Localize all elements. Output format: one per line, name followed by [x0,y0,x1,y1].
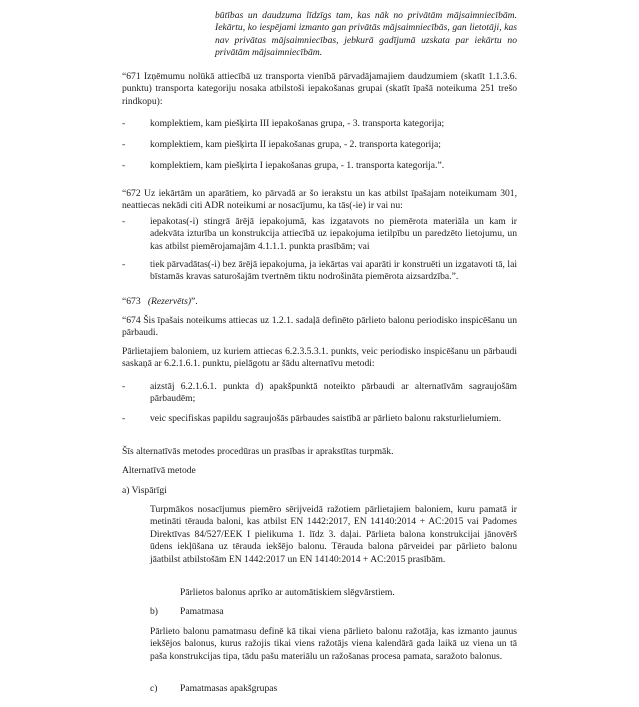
note-671-paragraph: “671 Izņēmumu nolūkā attiecībā uz transporta vienībā pārvadājamajiem daudzumiem (skatīt 1.1.3.6. punktu) transporta kategoriju nosaka atbilstoši iepakošanas grupai (skatīt īpašā noteikuma 251 trešo rindkopu): [122,71,517,107]
note-673-paragraph [122,296,517,308]
section-b-title: Pamatmasa [180,606,224,617]
note-671-item-1: komplektiem, kam piešķirta III iepakošanas grupa, - 3. transporta kategorija; [150,118,445,129]
section-c-label: c) [150,683,158,694]
section-a-paragraph-2: Pārlietos balonus aprīko ar automātiskiem slēgvārstiem. [180,587,395,598]
note-673-suffix: ”. [191,296,198,307]
section-a-paragraph-1: Turpmākos nosacījumus piemēro sērijveidā ražotiem pārlietajiem baloniem, kuru pamatā ir metināti tērauda baloni, kas atbilst EN 1442:2017, EN 14140:2014 + AC:2015 vai Padomes Direktīvas 84/527/EEK I pielikuma 1. līdz 3. daļai. Pārlieta balona konstrukcijai jānovērš ūdens iekļūšana uz tērauda iekšējo balonu. Tērauda balona pārveidei par pārlieto balonu jāatbilst atbilstošām EN 1442:2017 un EN 14140:2014 + AC:2015 prasībām. [150,504,517,565]
list-dash: - [122,139,126,150]
intro-italic-paragraph: būtības un daudzuma līdzīgs tam, kas nāk no privātām mājsaimniecībām. Iekārtu, ko iespējami izmanto gan privātās mājsaimniecībās, gan lietotāji, kas nav privātas mājsaimniecības, jebkurā gadījumā uzskata par iekārtu no privātām mājsaimniecībām. [215,10,517,59]
note-671-item-3: komplektiem, kam piešķirta I iepakošanas grupa, - 1. transporta kategorija.”. [150,160,445,171]
section-b-label: b) [150,606,158,617]
alternative-method-heading: Alternatīvā metode [122,465,196,476]
list-dash: - [122,381,126,392]
list-dash: - [122,118,126,129]
note-672-item-2: tiek pārvadātas(-i) bez ārējā iepakojuma, ja iekārtas vai aparāti ir konstruēti un izgatavoti tā, lai bīstamās kravas saturošajām tvertnēm tiktu nodrošināta piemērota aizsardzība.”. [150,259,517,283]
list-dash: - [122,259,126,270]
note-673-prefix: “673 [122,296,141,307]
list-dash: - [122,216,126,227]
note-674-para2: Pārlietajiem baloniem, uz kuriem attiecas 6.2.3.5.3.1. punkts, veic periodisko inspicēšanu un pārbaudi saskaņā ar 6.2.1.6.1. punktu, pielāgotu ar šādu alternatīvu metodi: [122,346,517,370]
section-b-paragraph: Pārlieto balonu pamatmasu definē kā tikai viena pārlieto balonu ražotāja, kas izmanto jaunus iekšējos balonus, kurus ražojis tikai viens ražotājs viena kalendārā gada laikā uz viena un tā paša konstrukcijas tipa, tādu pašu materiālu un ražošanas procesa pamata, saražoto balonus. [150,626,517,662]
note-674-paragraph: “674 Šis īpašais noteikums attiecas uz 1.2.1. sadaļā definēto pārlieto balonu periodisko inspicēšanu un pārbaudi. [122,315,517,339]
section-a-heading: a) Vispārīgi [122,485,167,496]
list-dash: - [122,160,126,171]
list-dash: - [122,413,126,424]
note-674-para3: Šīs alternatīvās metodes procedūras un prasības ir aprakstītas turpmāk. [122,446,394,457]
note-672-paragraph: “672 Uz iekārtām un aparātiem, ko pārvadā ar šo ierakstu un kas atbilst īpašajam noteikumam 301, neattiecas nekādi citi ADR noteikumi ar nosacījumu, ka tās(-ie) ir vai nu: [122,188,517,212]
note-673-reserved: (Rezervēts) [147,296,192,307]
section-c-title: Pamatmasas apakšgrupas [180,683,278,694]
note-674-item-2: veic specifiskas papildu sagraujošās pārbaudes saistībā ar pārlieto balonu raksturlielumiem. [150,413,502,424]
note-672-item-1: iepakotas(-i) stingrā ārējā iepakojumā, kas izgatavots no piemērota materiāla un kam ir adekvāta izturība un konstrukcija attiecībā uz iepakojuma ietilpību un paredzēto lietojumu, un kas atbilst piemērojamajām 4.1.1.1. punkta prasībām; vai [150,216,517,252]
note-674-item-1: aizstāj 6.2.1.6.1. punkta d) apakšpunktā noteikto pārbaudi ar alternatīvām sagraujošām pārbaudēm; [150,381,517,405]
note-671-item-2: komplektiem, kam piešķirta II iepakošanas grupa, - 2. transporta kategorija; [150,139,441,150]
